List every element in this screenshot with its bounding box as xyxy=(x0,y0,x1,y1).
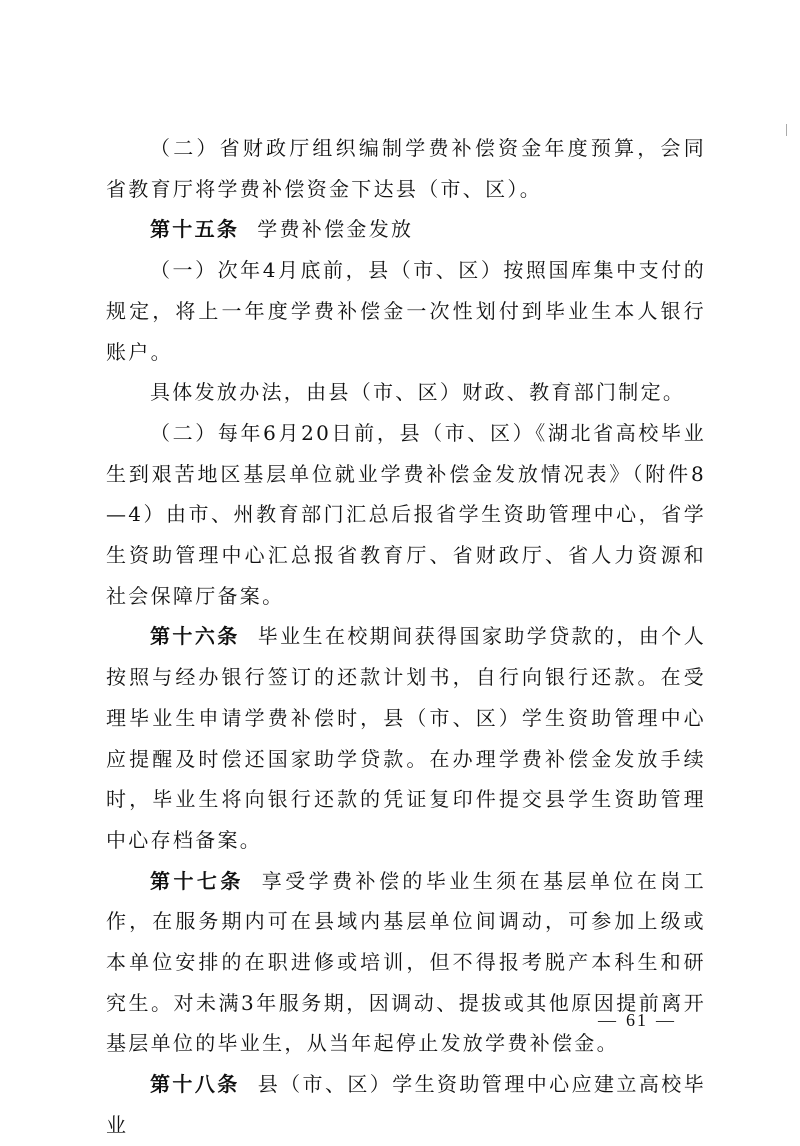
paragraph: 具体发放办法，由县（市、区）财政、教育部门制定。 xyxy=(150,380,686,405)
article-17: 第十七条 享受学费补偿的毕业生须在基层单位在岗工作，在服务期内可在县域内基层单位间调动，可参加上级或本单位安排的在职进修或培训，但不得报考脱产本科生和研究生。对未满3年服务期，因调动、提拔或其他原因提前离开基层单位的毕业生，从当年起停止发放学费补偿金。 xyxy=(106,868,706,1056)
paragraph: （二）每年6月20日前，县（市、区）《湖北省高校毕业生到艰苦地区基层单位就业学费补偿金发放情况表》（附件8—4）由市、州教育部门汇总后报省学生资助管理中心，省学生资助管理中心汇总报省教育厅、省财政厅、省人力资源和社会保障厅备案。 xyxy=(106,420,706,608)
article-16: 第十六条 毕业生在校期间获得国家助学贷款的，由个人按照与经办银行签订的还款计划书，自行向银行还款。在受理毕业生申请学费补偿时，县（市、区）学生资助管理中心应提醒及时偿还国家助学贷款。在办理学费补偿金发放手续时，毕业生将向银行还款的凭证复印件提交县学生资助管理中心存档备案。 xyxy=(106,624,706,852)
article-label: 第十五条 xyxy=(150,217,240,242)
margin-mark xyxy=(786,124,787,136)
page-number xyxy=(590,1010,684,1031)
article-label: 第十八条 xyxy=(150,1072,240,1097)
page-number-value: 61 xyxy=(626,1010,648,1030)
body-text xyxy=(106,128,706,1146)
article-18: 第十八条 县（市、区）学生资助管理中心应建立高校毕业 xyxy=(106,1072,706,1137)
article-15-heading: 第十五条 学费补偿金发放 xyxy=(150,217,414,242)
article-label: 第十七条 xyxy=(150,868,244,893)
article-label: 第十六条 xyxy=(150,624,240,649)
paragraph: （一）次年4月底前，县（市、区）按照国库集中支付的规定，将上一年度学费补偿金一次性划付到毕业生本人银行账户。 xyxy=(106,258,706,364)
paragraph: （二）省财政厅组织编制学费补偿资金年度预算，会同省教育厅将学费补偿资金下达县（市、区）。 xyxy=(106,136,706,201)
page-number-dash-right: — xyxy=(656,1010,676,1030)
page-number-dash-left: — xyxy=(598,1010,618,1030)
